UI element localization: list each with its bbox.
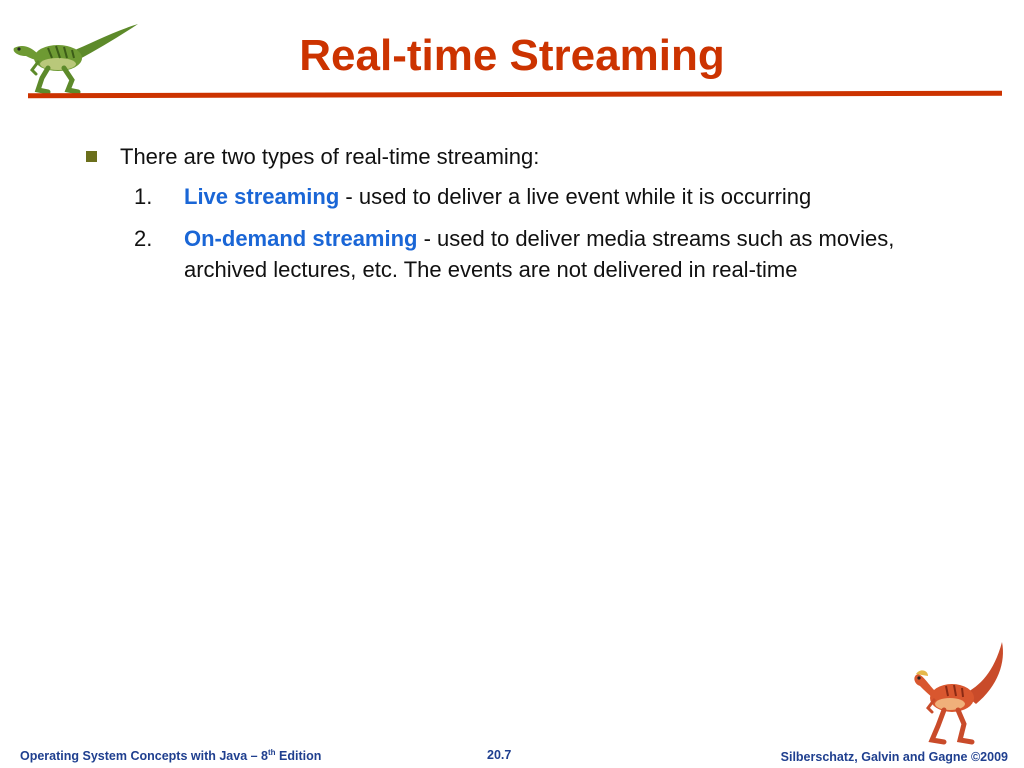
footer-book-title-main: Operating System Concepts with Java – 8 <box>20 749 268 764</box>
page-title: Real-time Streaming <box>299 31 725 80</box>
orange-dinosaur-icon <box>906 636 1010 748</box>
footer-copyright: Silberschatz, Galvin and Gagne ©2009 <box>780 750 1008 764</box>
list-item-number: 1. <box>134 184 153 209</box>
list-item-term: On-demand streaming <box>184 226 418 251</box>
square-bullet-icon <box>86 151 97 162</box>
footer <box>0 744 1024 768</box>
footer-edition-superscript: th <box>268 748 276 757</box>
page-number: 20.7 <box>487 748 512 762</box>
list-item-number: 2. <box>134 226 153 251</box>
list-item-description: - used to deliver media streams such as movies, archived lectures, etc. The events are not delivered in real-time <box>184 226 895 282</box>
list-item-description: - used to deliver a live event while it is occurring <box>339 184 812 209</box>
footer-book-title-suffix: Edition <box>275 749 322 764</box>
list-item-body <box>184 181 924 212</box>
bullet-point <box>86 142 539 172</box>
list-item-term: Live streaming <box>184 184 340 209</box>
list-item-body <box>184 223 924 285</box>
footer-book-title <box>20 748 321 763</box>
bullet-text: There are two types of real-time streaming: <box>120 144 540 169</box>
